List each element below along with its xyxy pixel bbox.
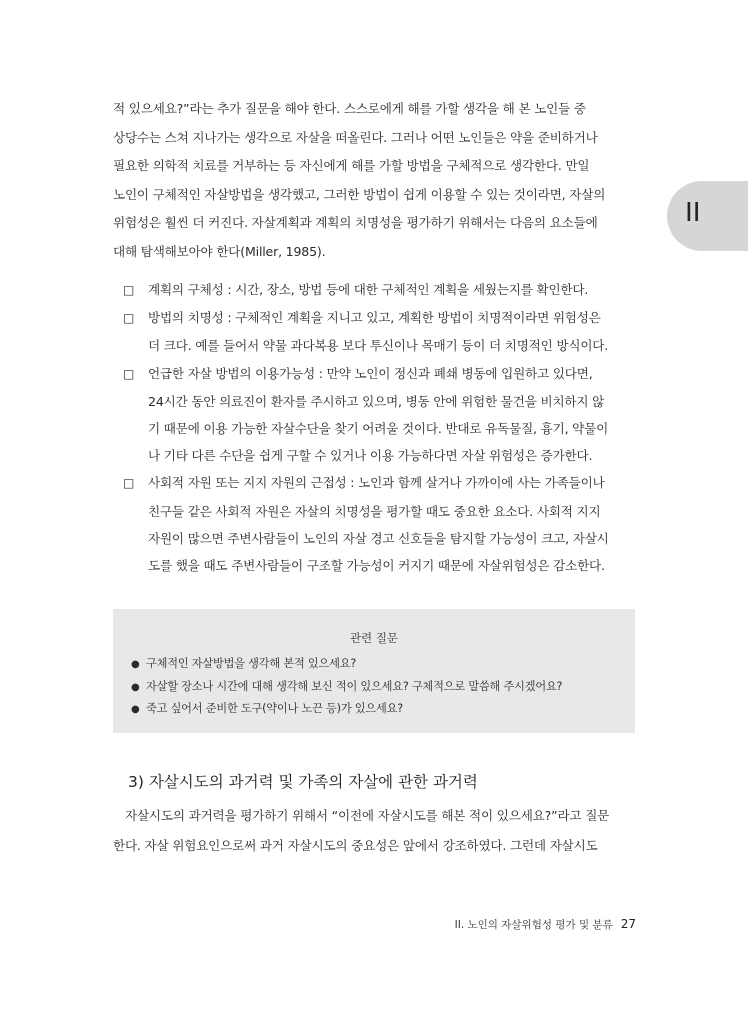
bullet-dot-icon: ● <box>131 681 140 693</box>
section-paragraph <box>113 801 635 861</box>
checkbox-icon: □ <box>123 366 135 381</box>
bullet-line <box>123 276 638 304</box>
paragraph-line: 자살시도의 과거력을 평가하기 위해서 “이전에 자살시도를 해본 적이 있으세요?”라고 질문 <box>125 808 610 823</box>
paragraph-line: 필요한 의학적 치료를 거부하는 등 자신에게 해를 가할 방법을 구체적으로 생각한다. 만일 <box>113 158 590 174</box>
bullet-line: 24시간 동안 의료진이 환자를 주시하고 있으며, 병동 안에 위험한 물건을 비치하지 않 <box>148 393 605 409</box>
paragraph-line: 노인이 구체적인 자살방법을 생각했고, 그러한 방법이 쉽게 이용할 수 있는 것이라면, 자살의 <box>113 186 606 202</box>
paragraph-line: 위험성은 훨씬 더 커진다. 자살계획과 계획의 치명성을 평가하기 위해서는 다음의 요소들에 <box>113 215 598 231</box>
page-number: 27 <box>620 917 636 931</box>
question-list <box>131 653 562 721</box>
checkbox-icon: □ <box>123 476 135 491</box>
bullet-item <box>123 360 638 470</box>
bullet-line: 나 기타 다른 수단을 쉽게 구할 수 있거나 이용 가능하다면 자살 위험성은 증가한다. <box>148 448 593 464</box>
bullet-line: 친구들 같은 사회적 자원은 자살의 치명성을 평가할 때도 중요한 요소다. 사회적 지지 <box>148 503 601 519</box>
paragraph-line: 한다. 자살 위험요인으로써 과거 자살시도의 중요성은 앞에서 강조하였다. 그런데 자살시도 <box>113 838 598 853</box>
bullet-line <box>123 360 638 388</box>
chapter-tab <box>667 181 748 251</box>
bullet-line: 자원이 많으면 주변사람들이 노인의 자살 경고 신호들을 탐지할 가능성이 크고, 자살시 <box>148 530 609 546</box>
bullet-dot-icon: ● <box>131 659 140 670</box>
bullet-line: 더 크다. 예를 들어서 약물 과다복용 보다 투신이나 목매기 등이 더 치명적인 방식이다. <box>148 338 609 354</box>
bullet-text: 사회적 자원 또는 지지 자원의 근접성 : 노인과 함께 살거나 가까이에 사는 가족들이나 <box>148 475 605 491</box>
question-item <box>131 653 562 676</box>
page-footer <box>455 917 636 932</box>
bullet-item <box>123 469 638 579</box>
checkbox-icon: □ <box>123 283 135 297</box>
box-title: 관련 질문 <box>349 631 399 645</box>
bullet-item <box>123 304 638 359</box>
running-title: II. 노인의 자살위험성 평가 및 분류 <box>454 919 613 931</box>
question-text: 죽고 싶어서 준비한 도구(약이나 노끈 등)가 있으세요? <box>146 702 403 715</box>
paragraph-line: 대해 탐색해보아야 한다(Miller, 1985). <box>113 243 326 259</box>
paragraph-line: 상당수는 스쳐 지나가는 생각으로 자살을 떠올린다. 그러나 어떤 노인들은 약을 준비하거나 <box>113 129 598 145</box>
checkbox-icon: □ <box>123 311 135 326</box>
section-heading: 3) 자살시도의 과거력 및 가족의 자살에 관한 과거력 <box>128 773 478 791</box>
related-questions-box <box>113 609 635 733</box>
bullet-item <box>123 276 638 304</box>
bullet-text: 방법의 치명성 : 구체적인 계획을 지니고 있고, 계획한 방법이 치명적이라면 위험성은 <box>148 310 601 326</box>
question-item <box>131 698 562 721</box>
question-item <box>131 676 562 699</box>
paragraph-line: 적 있으세요?”라는 추가 질문을 해야 한다. 스스로에게 해를 가할 생각을 해 본 노인들 중 <box>113 101 586 116</box>
intro-paragraph <box>113 95 635 267</box>
question-text: 구체적인 자살방법을 생각해 본적 있으세요? <box>146 657 357 670</box>
bullet-line <box>123 469 638 497</box>
bullet-text: 계획의 구체성 : 시간, 장소, 방법 등에 대한 구체적인 계획을 세웠는지를 확인한다. <box>148 282 589 297</box>
chapter-tab-label: II <box>685 196 701 227</box>
bullet-line: 도를 했을 때도 주변사람들이 구조할 가능성이 커지기 때문에 자살위험성은 감소한다. <box>148 558 605 574</box>
bullet-text: 언급한 자살 방법의 이용가능성 : 만약 노인이 정신과 폐쇄 병동에 입원하고 있다면, <box>148 365 593 381</box>
bullet-list <box>123 276 638 579</box>
bullet-dot-icon: ● <box>131 704 140 715</box>
bullet-line: 기 때문에 이용 가능한 자살수단을 찾기 어려울 것이다. 반대로 유독물질, 흉기, 약물이 <box>148 421 609 437</box>
bullet-line <box>123 304 638 332</box>
question-text: 자살할 장소나 시간에 대해 생각해 보신 적이 있으세요? 구체적으로 말씀해 주시겠어요? <box>146 679 563 693</box>
